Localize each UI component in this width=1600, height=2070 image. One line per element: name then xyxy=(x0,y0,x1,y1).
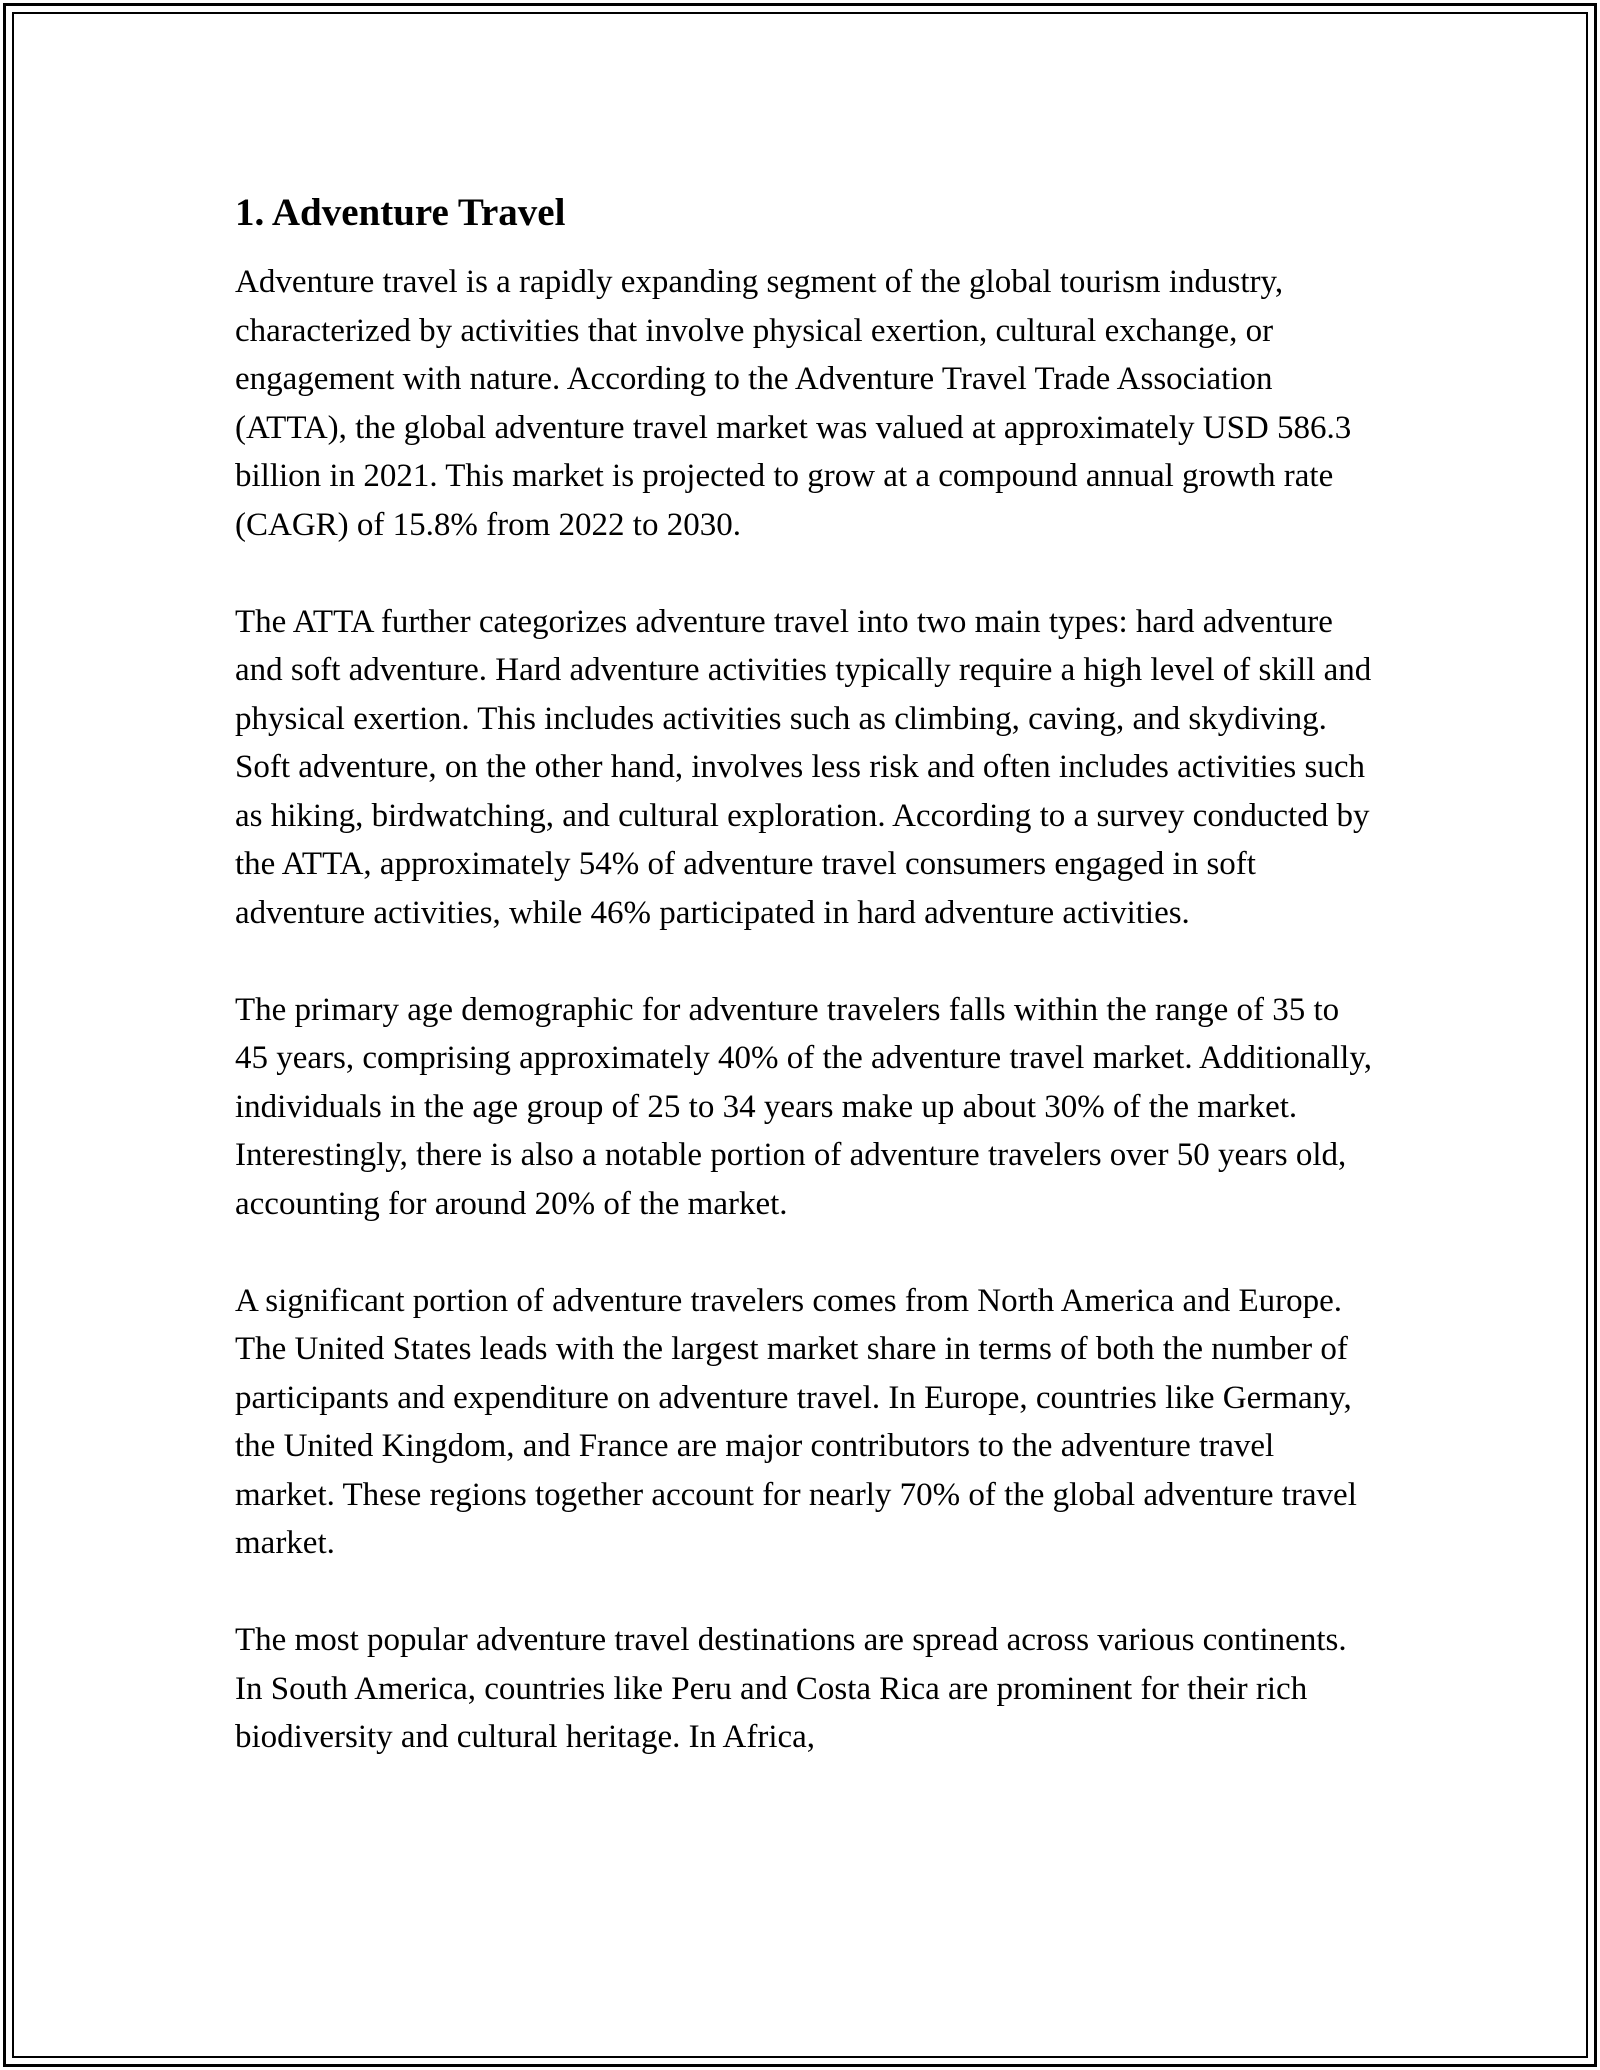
paragraph-market-overview: Adventure travel is a rapidly expanding segment of the global tourism industry, characterized by activities that involve physical exertion, cultural exchange, or engagement with nature. According to the Adventure Travel Trade Association (ATTA), the global adventure travel market was valued at approximately USD 586.3 billion in 2021. This market is projected to grow at a compound annual growth rate (CAGR) of 15.8% from 2022 to 2030. xyxy=(235,264,1352,543)
paragraph-regional-markets: A significant portion of adventure travelers comes from North America and Europe. The United States leads with the largest market share in terms of both the number of participants and expenditure on adventure travel. In Europe, countries like Germany, the United Kingdom, and France are major contributors to the adventure travel market. These regions together account for nearly 70% of the global adventure travel market. xyxy=(235,1282,1357,1561)
paragraph-adventure-types: The ATTA further categorizes adventure travel into two main types: hard adventure and soft adventure. Hard adventure activities typically require a high level of skill and physical exertion. This includes activities such as climbing, caving, and skydiving. Soft adventure, on the other hand, involves less risk and often includes activities such as hiking, birdwatching, and cultural exploration. According to a survey conducted by the ATTA, approximately 54% of adventure travel consumers engaged in soft adventure activities, while 46% participated in hard adventure activities. xyxy=(235,603,1372,931)
document-body xyxy=(235,185,1375,1810)
paragraph-destinations: The most popular adventure travel destinations are spread across various continents. In South America, countries like Peru and Costa Rica are prominent for their rich biodiversity and cultural heritage. In Africa, xyxy=(235,1622,1347,1755)
paragraph-age-demographics: The primary age demographic for adventure travelers falls within the range of 35 to 45 years, comprising approximately 40% of the adventure travel market. Additionally, individuals in the age group of 25 to 34 years make up about 30% of the market. Interestingly, there is also a notable portion of adventure travelers over 50 years old, accounting for around 20% of the market. xyxy=(235,991,1372,1222)
section-heading: 1. Adventure Travel xyxy=(235,191,566,234)
